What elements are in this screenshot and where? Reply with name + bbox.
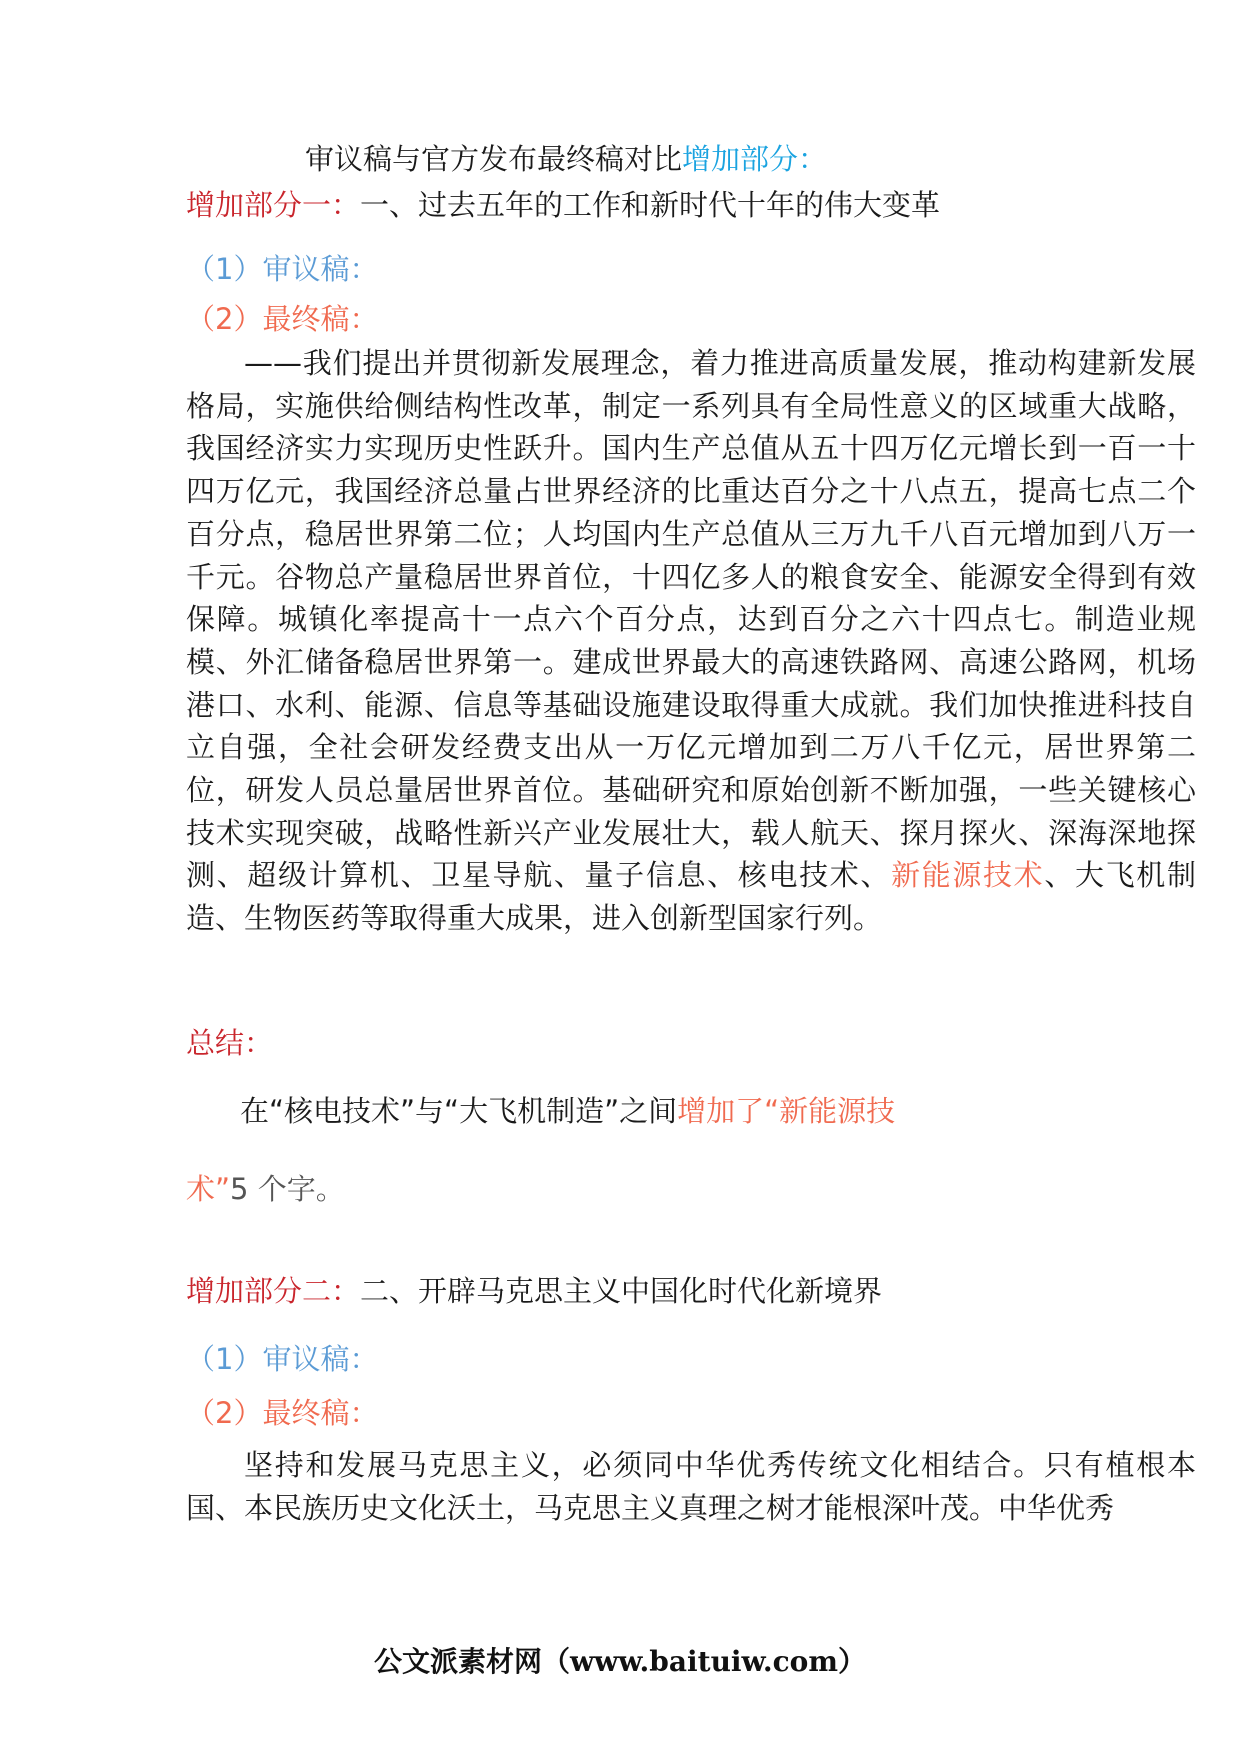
section1-heading-text: 一、过去五年的工作和新时代十年的伟大变革: [360, 188, 941, 222]
document-title: [305, 138, 827, 180]
section2-body: 坚持和发展马克思主义，必须同中华优秀传统文化相结合。只有植根本国、本民族历史文化沃土，马克思主义真理之树才能根深叶茂。中华优秀: [186, 1448, 1196, 1525]
summary-text: 在“核电技术”与“大飞机制造”之间: [240, 1094, 678, 1128]
title-highlight: 增加部分：: [682, 142, 828, 176]
section2-label: 增加部分二：: [186, 1274, 361, 1308]
section1-body-highlight: 新能源技术: [891, 858, 1045, 893]
section1-body-before: ——我们提出并贯彻新发展理念，着力推进高质量发展，推动构建新发展格局，实施供给侧结构性改革，制定一系列具有全局性意义的区域重大战略，我国经济实力实现历史性跃升。国内生产总值从五十四万亿元增长到一百一十四万亿元，我国经济总量占世界经济的比重达百分之十八点五，提高七点二个百分点，稳居世界第二位；人均国内生产总值从三万九千八百元增加到八万一千元。谷物总产量稳居世界首位，十四亿多人的粮食安全、能源安全得到有效保障。城镇化率提高十一点六个百分点，达到百分之六十四点七。制造业规模、外汇储备稳居世界第一。建成世界最大的高速铁路网、高速公路网，机场港口、水利、能源、信息等基础设施建设取得重大成就。我们加快推进科技自立自强，全社会研发经费支出从一万亿元增加到二万八千亿元，居世界第二位，研发人员总量居世界首位。基础研究和原始创新不断加强，一些关键核心技术实现突破，战略性新兴产业发展壮大，载人航天、探月探火、深海深地探测、超级计算机、卫星导航、量子信息、核电技术、: [186, 346, 1196, 893]
section1-heading: [186, 184, 940, 226]
section1-body: [186, 342, 1196, 940]
section1-summary-line1: [240, 1090, 895, 1132]
summary-highlight-1: 增加了“新能源技: [677, 1094, 896, 1128]
section2-heading: [186, 1270, 882, 1312]
section1-final-label: （2）最终稿：: [186, 302, 379, 336]
section1-label: 增加部分一：: [186, 188, 361, 222]
section1-draft-label: （1）审议稿：: [186, 252, 379, 286]
section2-draft-label: （1）审议稿：: [186, 1342, 379, 1376]
section2-final-label: （2）最终稿：: [186, 1396, 379, 1430]
section1-summary-line2: [186, 1168, 345, 1210]
footer-source: 公文派素材网（www.baituiw.com）: [374, 1645, 866, 1678]
summary-highlight-2: 术”: [186, 1172, 231, 1206]
section1-body-after: 、大飞机制造、生物医药等取得重大成果，进入创新型国家行列。: [186, 858, 1196, 936]
section2-heading-text: 二、开辟马克思主义中国化时代化新境界: [360, 1274, 883, 1308]
title-prefix: 审议稿与官方发布最终稿对比: [305, 142, 683, 176]
section1-summary-label: 总结：: [186, 1026, 274, 1060]
summary-tail: 5 个字。: [230, 1172, 345, 1206]
